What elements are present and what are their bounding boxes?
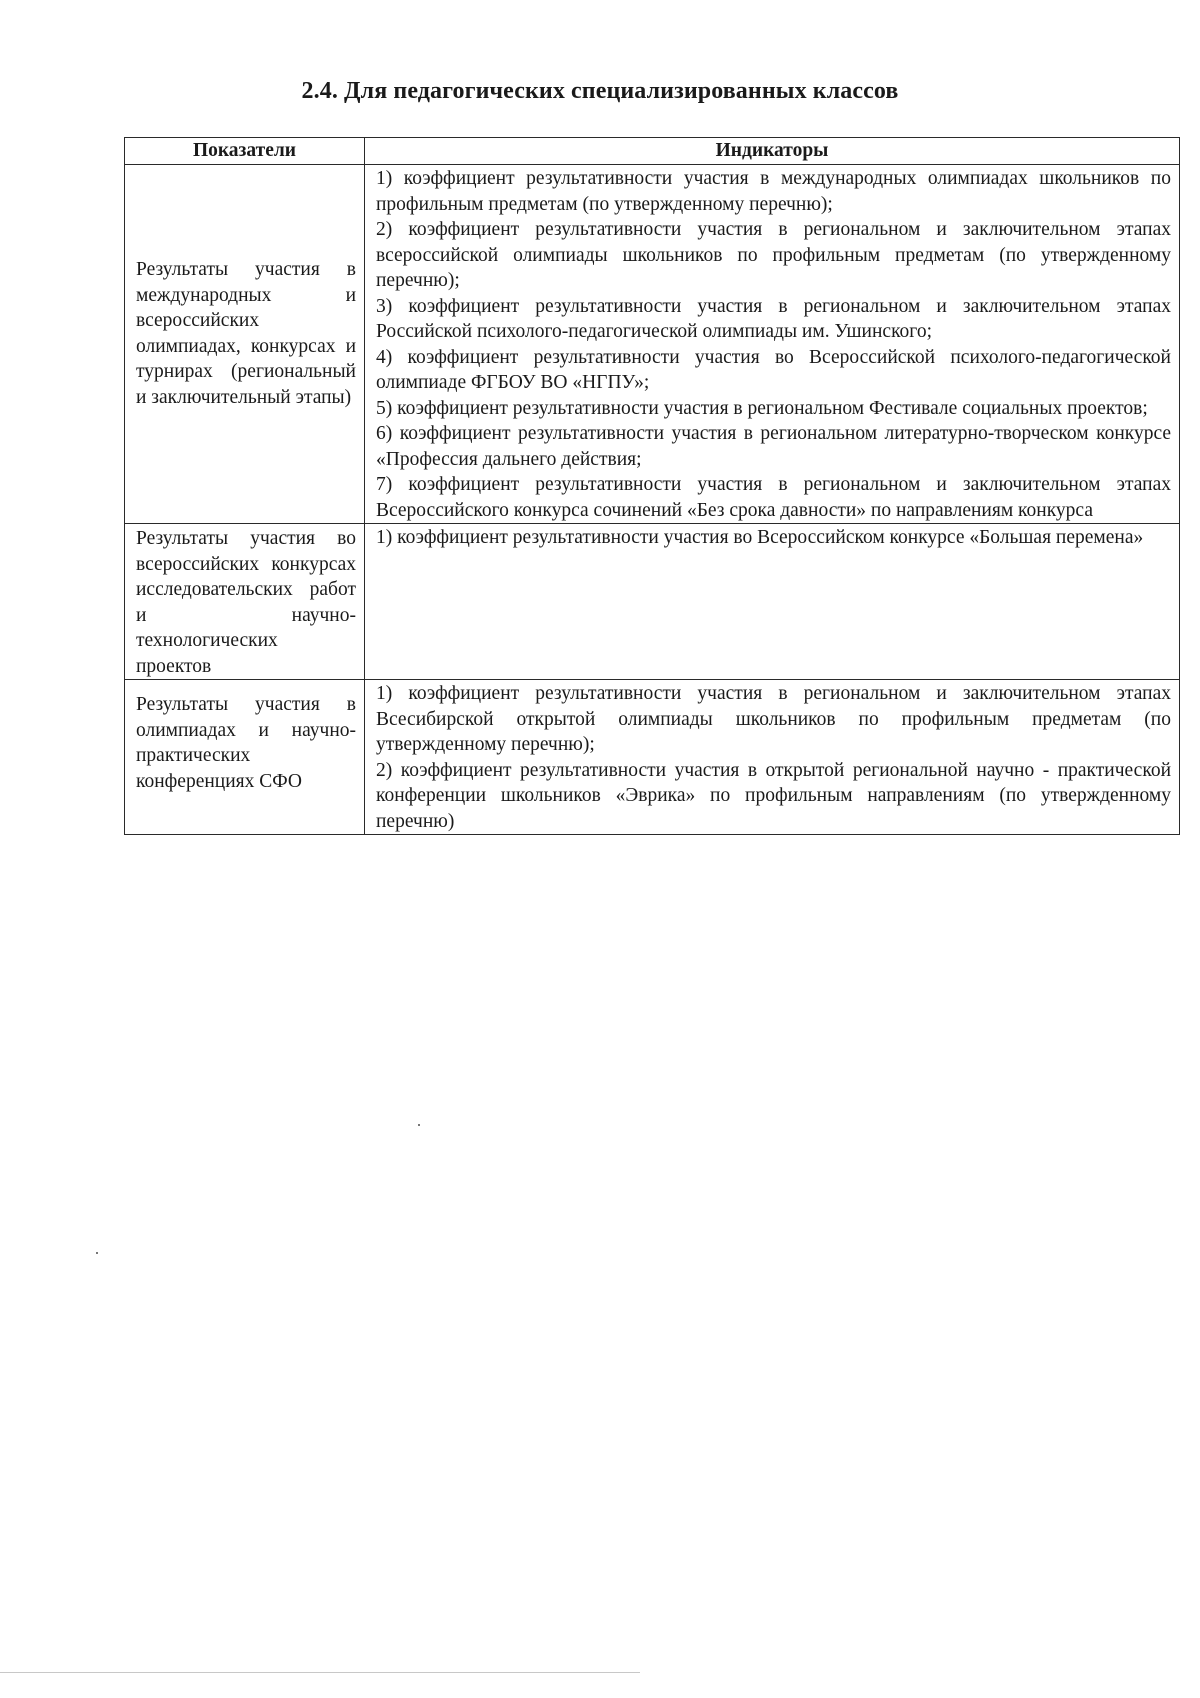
table-header bbox=[125, 138, 1180, 165]
items-cell bbox=[365, 524, 1180, 680]
scan-speck bbox=[96, 1252, 98, 1254]
list-item: 1) коэффициент результативности участия в международных олимпиадах школьников по профильным предметам (по утвержденному перечню); bbox=[376, 168, 1171, 215]
list-item: 4) коэффициент результативности участия во Всероссийской психолого-педагогической олимпиаде ФГБОУ ВО «НГПУ»; bbox=[376, 346, 1171, 393]
table-row bbox=[125, 524, 1180, 680]
indicator-cell: Результаты участия в международных и всероссийских олимпиадах, конкурсах и турнирах (региональный и заключительный этапы) bbox=[125, 165, 365, 524]
list-item: 2) коэффициент результативности участия в открытой региональной научно - практической конференции школьников «Эврика» по профильным направлениям (по утвержденному перечню) bbox=[376, 759, 1171, 832]
list-item: 3) коэффициент результативности участия в региональном и заключительном этапах Российской психолого-педагогической олимпиады им. Ушинского; bbox=[376, 295, 1171, 342]
document-title: 2.4. Для педагогических специализированных классов bbox=[301, 78, 899, 104]
column-header-items: Индикаторы bbox=[365, 138, 1180, 165]
list-item: 7) коэффициент результативности участия в региональном и заключительном этапах Всероссийского конкурса сочинений «Без срока давности» по направлениям конкурса bbox=[376, 474, 1171, 521]
items-cell bbox=[365, 165, 1180, 524]
list-item: 1) коэффициент результативности участия во Всероссийском конкурсе «Большая перемена» bbox=[376, 527, 1144, 548]
list-item: 6) коэффициент результативности участия в региональном литературно-творческом конкурсе «Профессия дальнего действия; bbox=[376, 423, 1171, 470]
column-header-indicators: Показатели bbox=[125, 138, 365, 165]
items-cell bbox=[365, 680, 1180, 835]
page-bottom-rule bbox=[0, 1672, 640, 1673]
list-item: 1) коэффициент результативности участия в региональном и заключительном этапах Всесибирской открытой олимпиады школьников по профильным предметам (по утвержденному перечню); bbox=[376, 683, 1171, 755]
table-row bbox=[125, 165, 1180, 524]
indicator-cell: Результаты участия в олимпиадах и научно-практических конференциях СФО bbox=[125, 680, 365, 835]
table-header-row bbox=[125, 138, 1180, 165]
scan-speck bbox=[418, 1124, 420, 1126]
indicators-table bbox=[124, 137, 1180, 835]
list-item: 2) коэффициент результативности участия в региональном и заключительном этапах всероссийской олимпиады школьников по профильным предметам (по утвержденному перечню); bbox=[376, 219, 1171, 291]
list-item: 5) коэффициент результативности участия в региональном Фестивале социальных проектов; bbox=[376, 397, 1148, 419]
indicator-cell: Результаты участия во всероссийских конкурсах исследовательских работ и научно-технологических проектов bbox=[125, 524, 365, 680]
table-row bbox=[125, 680, 1180, 835]
table-body bbox=[125, 165, 1180, 835]
